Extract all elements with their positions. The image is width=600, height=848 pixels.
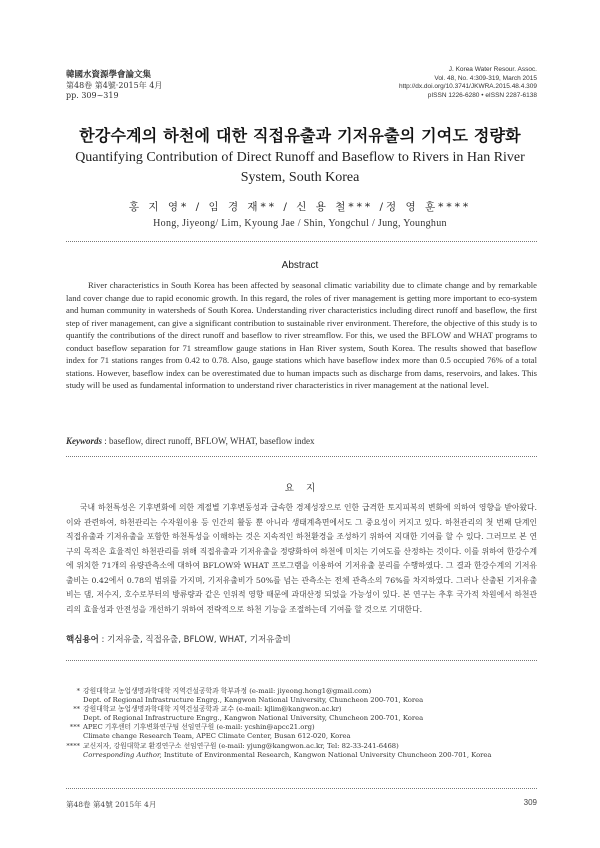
- abstract-text: River characteristics in South Korea has been affected by seasonal climatic variability due to climate change and by remarkable land cover change due to rapid economic growth. In this regard, the roles of river management is getting more important to eco-system and human community in watersheds of South Korea. Understanding river characteristics including direct runoff and baseflow, the first step of river management, can give a significant contribution to sustainable river environment. Therefore, the objective of this study is to quantify the contributions of the direct runoff and baseflow to river streamflow. For this, we used the BFLOW and WHAT programs to conduct baseflow separation for 71 streamflow gauge stations in Han River system, South Korea. The results showed that baseflow index for 71 stations ranges from 0.42 to 0.78. Also, gauge stations which have baseflow index more than 0.5 occupied 76% of a total stations. However, baseflow index can be overestimated due to human impacts such as discharge from dams, reservoirs, and lakes. This study will be used as fundamental information to understand river characteristics in river management at the national level.: [66, 280, 537, 390]
- pages-ko: pp. 309~319: [66, 91, 119, 100]
- title-korean: 한강수계의 하천에 대한 직접유출과 기저유출의 기여도 정량화: [79, 126, 521, 145]
- footnote-ko: 강원대학교 농업생명과학대학 지역건설공학과 교수 (e-mail: kjlim@kangwon.ac.kr): [83, 705, 342, 714]
- journal-header-right: [399, 66, 537, 100]
- keywords-label: Keywords: [66, 436, 102, 446]
- title-english: Quantifying Contribution of Direct Runoff and Baseflow to Rivers in Han River System, South Korea: [75, 150, 525, 185]
- authors-korean: 홍 지 영* / 임 경 재** / 신 용 철*** /정 영 훈****: [128, 201, 472, 213]
- footnote-mark: ****: [66, 741, 80, 750]
- footnote: [66, 705, 537, 723]
- page-number: 309: [523, 798, 537, 807]
- volume-en: Vol. 48, No. 4:309-319, March 2015: [434, 74, 537, 82]
- doi-link[interactable]: http://dx.doi.org/10.3741/JKWRA.2015.48.4.309: [398, 83, 537, 90]
- footnote: [66, 723, 537, 741]
- volume-ko: 第48卷 第4號·2015年 4月: [66, 80, 163, 90]
- keywords-ko: [66, 633, 537, 645]
- footnote-ko: APEC 기후센터 기후변화연구팀 선임연구원 (e-mail: ycshin@apcc21.org): [83, 723, 315, 732]
- footnote-ko: 강원대학교 농업생명과학대학 지역건설공학과 학부과정 (e-mail: jiyeong.hong1@gmail.com): [83, 687, 372, 695]
- footnote-en: Dept. of Regional Infrastructure Engrg., Kangwon National University, Chuncheon 200-701, Korea: [83, 714, 424, 723]
- footnote: [66, 742, 537, 760]
- divider: [66, 788, 537, 789]
- footnote-en: Climate change Research Team, APEC Climate Center, Busan 612-020, Korea: [83, 732, 351, 741]
- footnote-ko: 교신저자, 강원대학교 환경연구소 선임연구원 (e-mail: yjung@kangwon.ac.kr, Tel: 82-33-241-6468): [83, 741, 399, 750]
- footnote-mark: *: [76, 687, 80, 695]
- journal-name-ko: 韓國水資源學會論文集: [66, 70, 152, 80]
- keywords-ko-list: : 기저유출, 직접유출, BFLOW, WHAT, 기저유출비: [98, 635, 291, 645]
- divider: [66, 456, 537, 457]
- journal-header-left: [66, 70, 162, 102]
- keywords-ko-label: 핵심용어: [66, 635, 99, 645]
- authors-english: Hong, Jiyeong/ Lim, Kyoung Jae / Shin, Yongchul / Jung, Younghun: [153, 218, 447, 229]
- footnote: [66, 687, 537, 705]
- footnote-mark: ***: [69, 723, 80, 732]
- footer-issue: 第48卷 第4號 2015年 4月: [66, 800, 157, 809]
- footnote-en: [66, 751, 537, 760]
- footnotes: [66, 687, 537, 760]
- divider: [66, 660, 537, 661]
- abstract-heading: Abstract: [281, 260, 319, 271]
- journal-name-en: J. Korea Water Resour. Assoc.: [448, 66, 537, 73]
- summary-text: 국내 하천특성은 기후변화에 의한 계절별 기후변동성과 급속한 경제성장으로 인한 급격한 토지피복의 변화에 의하여 영향을 받아왔다. 이와 관련하여, 하천관리는 수자원이용 등 인간의 활동 뿐 아니라 생태계측면에서도 그 중요성이 커지고 있다. 하천관리의 첫 번째 단계인 직접유출과 기저유출을 포함한 하천특성을 이해하는 것은 지속적인 하천환경을 조성하기 위하여 지대한 기여를 할 수 있다. 그러므로 본 연구의 목적은 효율적인 하천관리를 위해 직접유출과 기저유출을 정량화하여 하천에 미치는 기여도를 산정하는 것이다. 이를 위하여 한강수계에 위치한 71개의 유량관측소에 대하여 BFLOW와 WHAT 프로그램을 이용하여 기저유출 분리를 수행하였다. 그 결과 한강수계의 기저유출비는 0.42에서 0.78의 범위를 가지며, 기저유출비가 50%를 넘는 관측소는 전체 관측소의 76%를 차지하였다. 그러나 산출된 기저유출비는 댐, 저수지, 호수로부터의 방류량과 같은 인위적 영향 때문에 과대산정 되었을 가능성이 있다. 본 연구는 추후 국가적 차원에서 하천관리의 효율성과 안전성을 개선하기 위하여 전략적으로 하천 기능을 조절하는데 기여를 할 것으로 기대한다.: [66, 503, 537, 614]
- corresponding-author-label: Corresponding Author,: [83, 750, 162, 759]
- footnote-en: Dept. of Regional Infrastructure Engrg., Kangwon National University, Chuncheon 200-701, Korea: [83, 696, 424, 705]
- keywords: [66, 436, 537, 446]
- keywords-list: : baseflow, direct runoff, BFLOW, WHAT, baseflow index: [104, 436, 315, 446]
- footnote-en-text: Institute of Environmental Research, Kangwon National University Chuncheon 200-701, Korea: [161, 750, 492, 759]
- footnote-mark: **: [73, 705, 80, 714]
- divider: [66, 241, 537, 242]
- issn: pISSN 1226-6280 • eISSN 2287-6138: [427, 91, 537, 99]
- summary-heading: 요 지: [284, 483, 316, 494]
